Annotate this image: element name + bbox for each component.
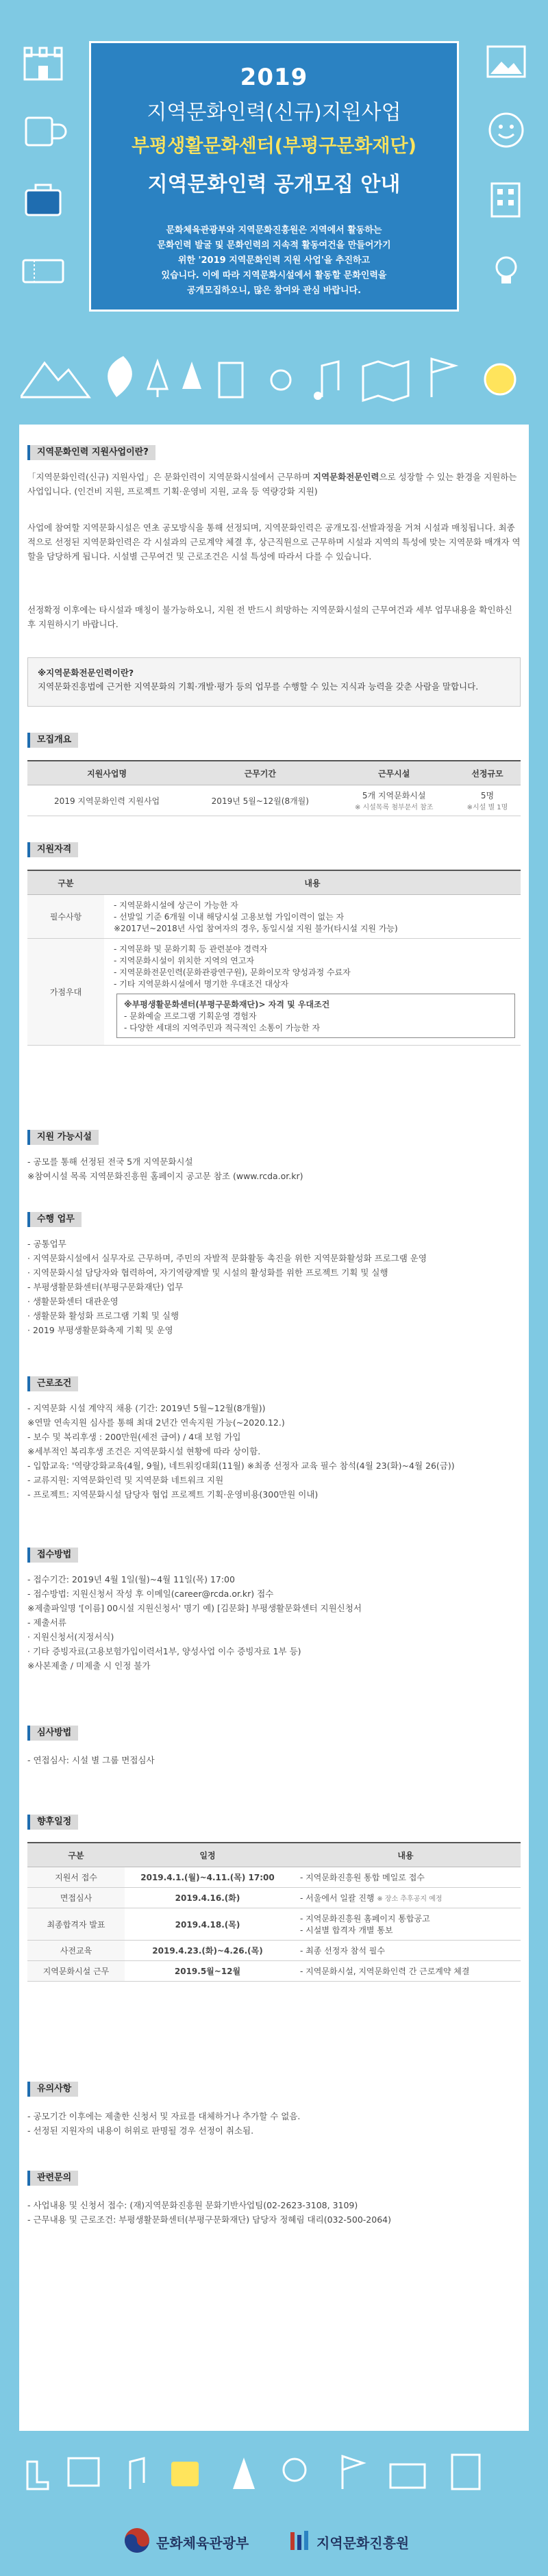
bulb-icon bbox=[482, 253, 530, 288]
tree-icon bbox=[233, 2458, 255, 2489]
title-panel bbox=[89, 41, 459, 312]
duties-text: - 공통업무 · 지역문화시설에서 실무자로 근무하며, 주민의 자발적 문화활동 촉진을 위한 지역문화활성화 프로그램 운영 · 지역문화시설 담당자와 협력하여, 자기역량계발 및 시설의 활성화를 위한 프로젝트 기획 및 실행 - 부평생활문화센터(부평구문화재단) 업무 · 생활문화센터 대관운영 · 생활문화 활성화 프로그램 기획 및 실행 · 2019 부평생활문화축제 기획 및 운영 bbox=[27, 1239, 427, 1335]
footer-logos bbox=[0, 2520, 548, 2561]
header bbox=[0, 0, 548, 322]
conditions-text: - 지역문화 시설 계약직 채용 (기간: 2019년 5월~12월(8개월)) ※연말 연속지원 심사를 통해 최대 2년간 연속지원 가능(~2020.12.) - 보수 및 복리후생 : 200만원(세전 급여) / 4대 보험 가입 ※세부적인 복리후생 조건은 지역문화시설 현황에 따라 상이함. - 입합교육: '역량강화교육(4월, 9월), 네트워킹대회(11월) ※최종 선정자 교육 필수 참석(4월 23(화)~4월 26(금)) - 교류지원: 지역문화인력 및 지역문화 네트워크 지원 - 프로젝트: 지역문화시설 담당자 협업 프로젝트 기획·운영비용(300만원 이내) bbox=[27, 1403, 455, 1500]
year: 2019 bbox=[240, 64, 308, 91]
page-title: 지역문화인력 공개모집 안내 bbox=[147, 173, 401, 197]
section-tag-program: 지역문화인력 지원사업이란? bbox=[27, 445, 155, 460]
overview-table: 지원사업명 근무기간 근무시설 선정규모 2019 지역문화인력 지원사업 2019년 5월~12월(8개월) 5개 지역문화시설 ※ 시설목록 첨부문서 참조 5명 ※시설 별 1명 bbox=[27, 760, 521, 816]
building-icon bbox=[219, 363, 242, 397]
intro-text: 문화체육관광부와 지역문화진흥원은 지역에서 활동하는 문화인력 발굴 및 문화인력의 지속적 활동여건을 만들어가기 위한 '2019 지역문화인력 지원 사업'을 추진하고 있습니다. 이에 따라 지역문화시설에서 활동할 문화인력을 공개모집하오니, 많은 참여와 관심 바랍니다. bbox=[157, 225, 391, 296]
castle-icon bbox=[390, 2464, 425, 2488]
sun-icon bbox=[271, 370, 290, 390]
section-tag-application: 접수방법 bbox=[27, 1548, 78, 1563]
section-tag-conditions: 근로조건 bbox=[27, 1376, 78, 1391]
bag-icon bbox=[171, 2462, 199, 2486]
footer-icon-row bbox=[21, 2448, 527, 2496]
ticket-icon bbox=[19, 253, 67, 288]
smiley-icon bbox=[482, 110, 530, 151]
flag-icon bbox=[432, 359, 455, 397]
map-icon bbox=[363, 362, 408, 401]
section-tag-notice: 유의사항 bbox=[27, 2082, 78, 2097]
section-tag-facilities: 지원 가능시설 bbox=[27, 1130, 99, 1145]
definition-callout: ※지역문화전문인력이란? 지역문화진흥법에 근거한 지역문화의 기획·개발·평가 등의 업무를 수행할 수 있는 지식과 능력을 갖춘 사람을 말합니다. bbox=[27, 657, 521, 707]
program-desc: 「지역문화인력(신규) 지원사업」은 문화인력이 지역문화시설에서 근무하며 지역문화전문인력으로 성장할 수 있는 환경을 지원하는 사업입니다. (인건비 지원, 프로젝트 기획·운영비 지원, 교육 등 역량강화 지원) bbox=[27, 472, 517, 496]
matching-desc: 사업에 참여할 지역문화시설은 연초 공모방식을 통해 선정되며, 지역문화인력은 공개모집·선발과정을 거쳐 시설과 매칭됩니다. 최종적으로 선정된 지역문화인력은 각 시설과의 근로계약 체결 후, 상근직원으로 근무하며 시설과 지역의 특성에 맞는 지역문화 매개자 역할을 담당하게 됩니다. 시설별 근무여건 및 근로조건은 시설 특성에 따라서 다를 수 있습니다. bbox=[27, 522, 521, 561]
decorative-icon-row bbox=[21, 349, 527, 404]
flag-icon bbox=[342, 2456, 363, 2489]
mountain-icon bbox=[21, 363, 89, 397]
building-icon bbox=[482, 178, 530, 219]
table-row: 지원서 접수 2019.4.1.(월)~4.11.(목) 17:00 - 지역문화진흥원 통합 메일로 접수 bbox=[27, 1867, 521, 1888]
table-row: 최종합격자 발표 2019.4.18.(목) - 지역문화진흥원 홈페이지 통합공고 - 시설별 합격자 개별 통보 bbox=[27, 1908, 521, 1941]
table-row: 필수사항 - 지역문화시설에 상근이 가능한 자 - 선발일 기준 6개월 이내 해당시설 고용보험 가입이력이 없는 자 ※2017년~2018년 사업 참여자의 경우, 동일시설 지원 불가(타시설 지원 가능) bbox=[27, 895, 521, 939]
section-tag-overview: 모집개요 bbox=[27, 733, 78, 748]
section-tag-contact: 관련문의 bbox=[27, 2171, 78, 2186]
music-note-icon bbox=[314, 362, 338, 400]
screening-text: - 연접심사: 시설 별 그룹 면접심사 bbox=[27, 1755, 155, 1765]
rcda-logo-icon bbox=[288, 2528, 312, 2553]
table-row: 가점우대 - 지역문화 및 문화기획 등 관련분야 경력자 - 지역문화시설이 위치한 지역의 연고자 - 지역문화전문인력(문화관광연구원), 문화이모작 양성과정 수료자 - 기타 지역문화시설에서 명기한 우대조건 대상자 ※부평생활문화센터(부평구문화재단)> 자격 및 우대조건 - 문화예술 프로그램 기획운영 경험자 - 다양한 세대의 지역주민과 적극적인 소통이 가능한 자 bbox=[27, 939, 521, 1046]
section-tag-schedule: 향후일정 bbox=[27, 1815, 78, 1830]
section-tag-screening: 심사방법 bbox=[27, 1726, 78, 1741]
application-text: - 접수기간: 2019년 4월 1일(월)~4월 11일(목) 17:00 - 접수방법: 지원신청서 작성 후 이메일(career@rcda.or.kr) 접수 ※제출파일명 '[이름] 00시설 지원신청서' 명기 예) [김문화] 부평생활문화센터 지원신청서 - 제출서류 · 지원신청서(지정서식) · 기타 증빙자료(고용보험가입이력서1부, 양성사업 이수 증빙자료 1부 등) ※사본제출 / 미제출 시 인정 불가 bbox=[27, 1574, 362, 1671]
tree-icon bbox=[148, 362, 167, 397]
smiley-icon bbox=[485, 364, 515, 394]
caution-desc: 선정확정 이후에는 타시설과 매칭이 불가능하오니, 지원 전 반드시 희망하는 지역문화시설의 근무여건과 세부 업무내용을 확인하신 후 지원하시기 바랍니다. bbox=[27, 605, 512, 629]
section-tag-duties: 수행 업무 bbox=[27, 1212, 82, 1227]
eligibility-table: 구분 내용 필수사항 - 지역문화시설에 상근이 가능한 자 - 선발일 기준 6개월 이내 해당시설 고용보험 가입이력이 없는 자 ※2017년~2018년 사업 참여자의 경우, 동일시설 지원 불가(타시설 지원 가능) 가점우대 - 지역문화 및 문화기획 등 관련분야 경력자 - 지역문화시설이 위치한 지역의 연고자 - 지역문화전문인력(문화관광연구원), 문화이모작 양성과정 수료자 - 기타 지역문화시설에서 명기한 우대조건 대상자 ※부평생활문화센터(부평구문화재단)> 자격 및 우대조건 - 문화예술 프로그램 기획운영 경험자 - 다양한 세대의 지역주민과 적극적인 소통이 가능한 자 bbox=[27, 870, 521, 1046]
facilities-text: - 공모를 통해 선정된 전국 5개 지역문화시설 ※참여시설 목록 지역문화진흥원 홈페이지 공고문 참조 (www.rcda.or.kr) bbox=[27, 1157, 303, 1181]
center-requirements-box: ※부평생활문화센터(부평구문화재단)> 자격 및 우대조건 - 문화예술 프로그램 기획운영 경험자 - 다양한 세대의 지역주민과 적극적인 소통이 가능한 자 bbox=[116, 994, 515, 1038]
table-row: 사전교육 2019.4.23.(화)~4.26.(목) - 최종 선정자 참석 필수 bbox=[27, 1941, 521, 1961]
ministry-logo: 문화체육관광부 bbox=[156, 2535, 249, 2551]
picture-icon bbox=[482, 41, 530, 82]
content-panel bbox=[19, 425, 529, 2431]
ministry-logo-icon bbox=[123, 2527, 151, 2554]
bulb-icon bbox=[284, 2459, 306, 2481]
notice-text: - 공모기간 이후에는 제출한 신청서 및 자료를 대체하거나 추가할 수 없음. - 선정된 지원자의 내용이 허위로 판명될 경우 선정이 취소됨. bbox=[27, 2111, 301, 2136]
center-name: 부평생활문화센터(부평구문화재단) bbox=[132, 136, 416, 157]
table-row: 지역문화시설 근무 2019.5월~12월 - 지역문화시설, 지역문화인력 간 근로계약 체결 bbox=[27, 1961, 521, 1982]
table-row: 면접심사 2019.4.16.(화) - 서울에서 일괄 진행 ※ 장소 추후공지 예정 bbox=[27, 1888, 521, 1908]
leaf-icon bbox=[108, 356, 132, 397]
music-note-icon bbox=[130, 2458, 144, 2489]
schedule-table: 구분 일정 내용 지원서 접수 2019.4.1.(월)~4.11.(목) 17:00 - 지역문화진흥원 통합 메일로 접수 면접심사 2019.4.16.(화) - 서울에서 일괄 진행 ※ 장소 추후공지 예정 최종합격자 발표 2019.4.18.(목) - 지역문화진흥원 홈페이지 통합공고 - 시설별 합격자 개별 통보 사전교육 2019.4.23.(화)~4.26.(목) - 최종 선정자 참석 필수 지역문화시설 근무 2019.5월~12월 - 지역문화시설, 지역문화인력 간 근로계약 체결 bbox=[27, 1842, 521, 1982]
cup-icon bbox=[19, 110, 67, 151]
program-name: 지역문화인력(신규)지원사업 bbox=[147, 101, 401, 125]
tree-icon bbox=[182, 362, 201, 397]
table-row: 2019 지역문화인력 지원사업 2019년 5월~12월(8개월) 5개 지역문화시설 ※ 시설목록 첨부문서 참조 5명 ※시설 별 1명 bbox=[27, 785, 521, 816]
castle-icon bbox=[19, 41, 67, 82]
section-tag-eligibility: 지원자격 bbox=[27, 842, 78, 857]
boots-icon bbox=[27, 2462, 48, 2489]
building-icon bbox=[452, 2455, 480, 2489]
rcda-logo: 지역문화진흥원 bbox=[316, 2535, 410, 2551]
contact-text: - 사업내용 및 신청서 접수: (재)지역문화진흥원 문화기반사업팀(02-2623-3108, 3109) - 근무내용 및 근로조건: 부평생활문화센터(부평구문화재단) 담당자 정혜림 대리(032-500-2064) bbox=[27, 2200, 391, 2225]
picture-icon bbox=[68, 2458, 99, 2486]
bag-icon bbox=[19, 178, 67, 219]
